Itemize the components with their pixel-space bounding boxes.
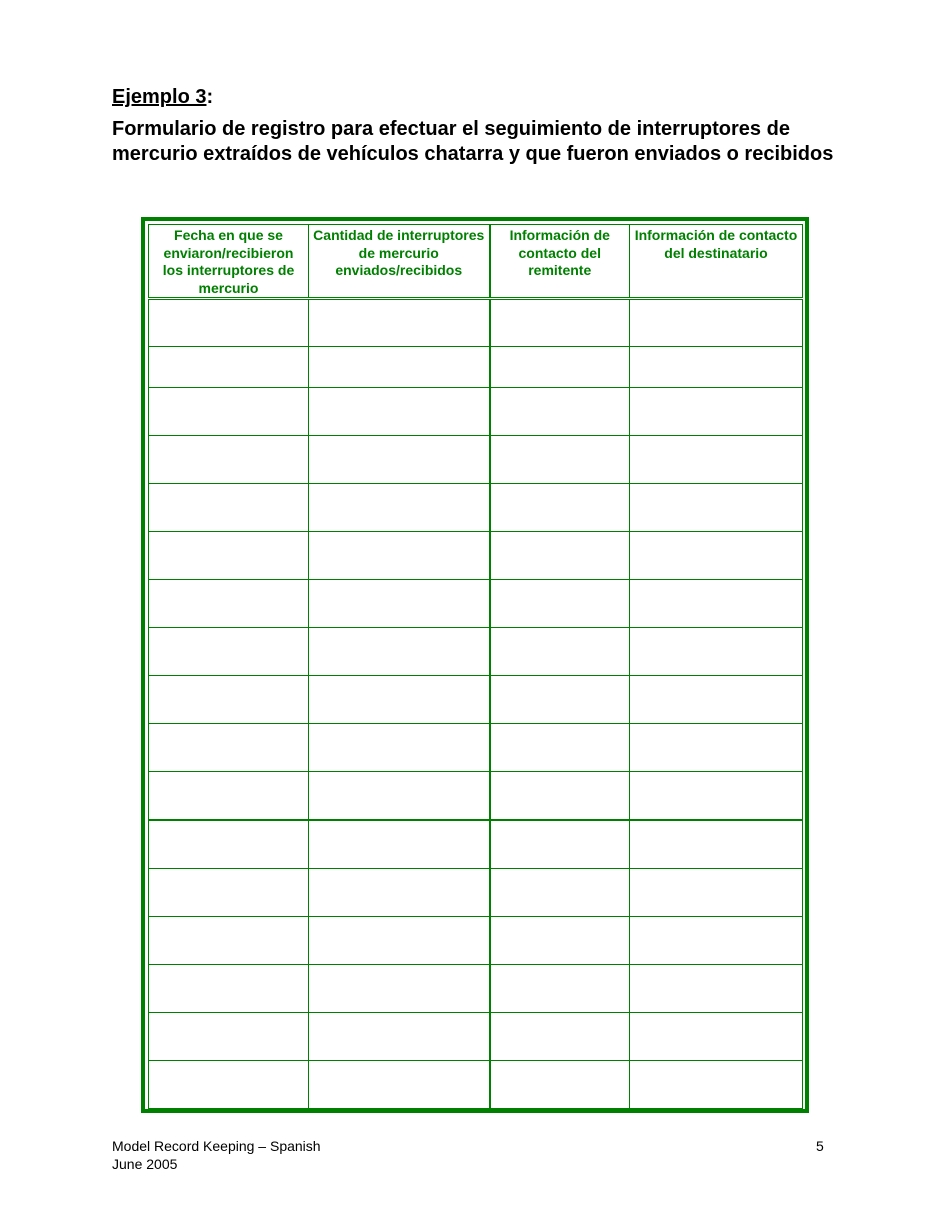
cell-quantity[interactable]: [309, 820, 490, 869]
cell-date[interactable]: [149, 820, 309, 869]
cell-recipient-contact[interactable]: [630, 869, 803, 917]
table-row: [149, 917, 803, 965]
cell-quantity[interactable]: [309, 628, 490, 676]
cell-sender-contact[interactable]: [490, 580, 630, 628]
cell-sender-contact[interactable]: [490, 965, 630, 1013]
table-row: [149, 869, 803, 917]
cell-quantity[interactable]: [309, 772, 490, 821]
cell-quantity[interactable]: [309, 484, 490, 532]
cell-date[interactable]: [149, 965, 309, 1013]
example-heading: [112, 84, 213, 110]
footer-date: June 2005: [112, 1156, 178, 1172]
cell-date[interactable]: [149, 628, 309, 676]
cell-quantity[interactable]: [309, 580, 490, 628]
cell-recipient-contact[interactable]: [630, 436, 803, 484]
cell-sender-contact[interactable]: [490, 347, 630, 388]
table-row: [149, 299, 803, 347]
table-row: [149, 820, 803, 869]
cell-date[interactable]: [149, 347, 309, 388]
cell-recipient-contact[interactable]: [630, 532, 803, 580]
cell-quantity[interactable]: [309, 724, 490, 772]
table-row: [149, 1061, 803, 1109]
record-table: [148, 224, 803, 1109]
cell-recipient-contact[interactable]: [630, 628, 803, 676]
cell-date[interactable]: [149, 1061, 309, 1109]
form-title: Formulario de registro para efectuar el seguimiento de interruptores de mercurio extraídos de vehículos chatarra y que fueron enviados o recibidos: [112, 118, 834, 165]
cell-sender-contact[interactable]: [490, 1013, 630, 1061]
cell-quantity[interactable]: [309, 965, 490, 1013]
cell-sender-contact[interactable]: [490, 484, 630, 532]
cell-date[interactable]: [149, 484, 309, 532]
cell-sender-contact[interactable]: [490, 388, 630, 436]
cell-recipient-contact[interactable]: [630, 580, 803, 628]
cell-recipient-contact[interactable]: [630, 347, 803, 388]
cell-quantity[interactable]: [309, 917, 490, 965]
cell-quantity[interactable]: [309, 1061, 490, 1109]
cell-date[interactable]: [149, 676, 309, 724]
header-row: [149, 225, 803, 299]
table-row: [149, 347, 803, 388]
cell-date[interactable]: [149, 532, 309, 580]
cell-sender-contact[interactable]: [490, 917, 630, 965]
cell-date[interactable]: [149, 580, 309, 628]
cell-sender-contact[interactable]: [490, 436, 630, 484]
column-header-date: Fecha en que se enviaron/recibieron los interruptores de mercurio: [149, 225, 309, 299]
cell-recipient-contact[interactable]: [630, 965, 803, 1013]
cell-sender-contact[interactable]: [490, 299, 630, 347]
example-label: Ejemplo 3: [112, 86, 207, 108]
cell-sender-contact[interactable]: [490, 772, 630, 821]
table-row: [149, 388, 803, 436]
footer-document-name: Model Record Keeping – Spanish: [112, 1138, 321, 1154]
cell-sender-contact[interactable]: [490, 532, 630, 580]
cell-quantity[interactable]: [309, 299, 490, 347]
cell-recipient-contact[interactable]: [630, 772, 803, 821]
cell-date[interactable]: [149, 917, 309, 965]
cell-date[interactable]: [149, 436, 309, 484]
table-row: [149, 1013, 803, 1061]
cell-quantity[interactable]: [309, 388, 490, 436]
column-header-quantity: Cantidad de interruptores de mercurio enviados/recibidos: [309, 225, 490, 299]
cell-date[interactable]: [149, 772, 309, 821]
record-form: [141, 217, 809, 1113]
table-row: [149, 628, 803, 676]
cell-sender-contact[interactable]: [490, 1061, 630, 1109]
cell-date[interactable]: [149, 724, 309, 772]
column-header-recipient-contact: Información de contacto del destinatario: [630, 225, 803, 299]
cell-quantity[interactable]: [309, 532, 490, 580]
cell-recipient-contact[interactable]: [630, 388, 803, 436]
table-row: [149, 436, 803, 484]
cell-sender-contact[interactable]: [490, 869, 630, 917]
cell-sender-contact[interactable]: [490, 676, 630, 724]
cell-quantity[interactable]: [309, 436, 490, 484]
cell-recipient-contact[interactable]: [630, 676, 803, 724]
cell-recipient-contact[interactable]: [630, 1013, 803, 1061]
table-row: [149, 532, 803, 580]
cell-quantity[interactable]: [309, 347, 490, 388]
cell-recipient-contact[interactable]: [630, 299, 803, 347]
example-colon: :: [206, 86, 214, 108]
cell-recipient-contact[interactable]: [630, 820, 803, 869]
table-row: [149, 484, 803, 532]
cell-sender-contact[interactable]: [490, 724, 630, 772]
footer-left: [112, 1137, 321, 1173]
cell-quantity[interactable]: [309, 869, 490, 917]
cell-recipient-contact[interactable]: [630, 484, 803, 532]
table-row: [149, 965, 803, 1013]
table-row: [149, 772, 803, 821]
page-number: 5: [816, 1138, 824, 1154]
cell-date[interactable]: [149, 388, 309, 436]
cell-recipient-contact[interactable]: [630, 917, 803, 965]
table-row: [149, 724, 803, 772]
cell-recipient-contact[interactable]: [630, 1061, 803, 1109]
cell-quantity[interactable]: [309, 1013, 490, 1061]
cell-sender-contact[interactable]: [490, 628, 630, 676]
table-row: [149, 580, 803, 628]
table-row: [149, 676, 803, 724]
cell-sender-contact[interactable]: [490, 820, 630, 869]
cell-date[interactable]: [149, 299, 309, 347]
column-header-sender-contact: Información de contacto del remitente: [490, 225, 630, 299]
cell-date[interactable]: [149, 869, 309, 917]
cell-recipient-contact[interactable]: [630, 724, 803, 772]
cell-quantity[interactable]: [309, 676, 490, 724]
cell-date[interactable]: [149, 1013, 309, 1061]
